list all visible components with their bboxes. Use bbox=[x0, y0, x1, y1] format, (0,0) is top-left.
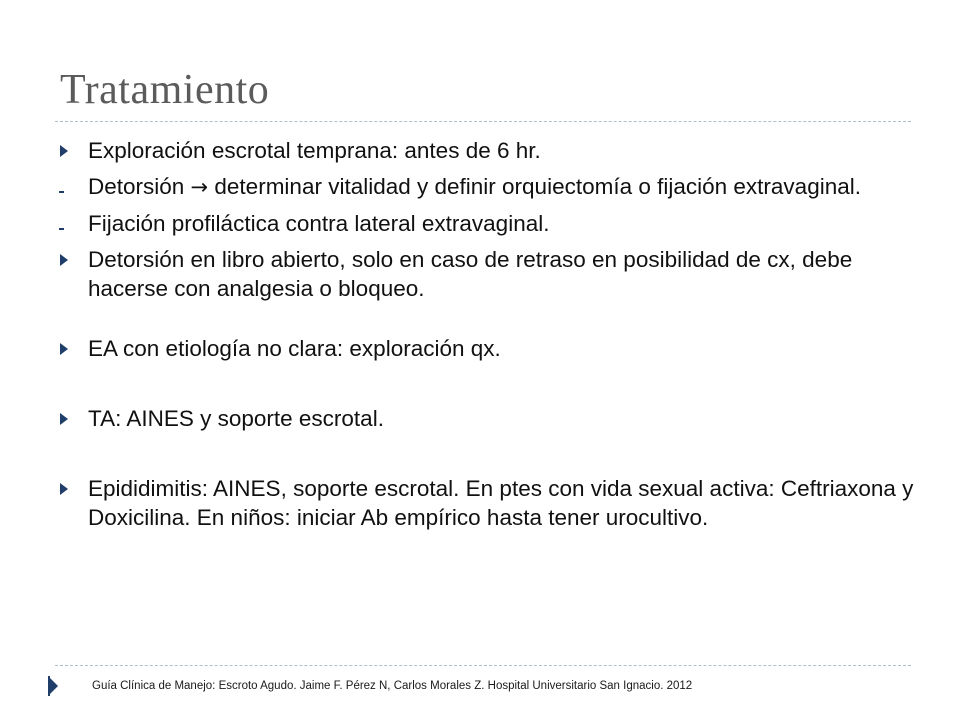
right-arrow-icon: → bbox=[190, 175, 209, 199]
bullet-text-7: Epididimitis: AINES, soporte escrotal. En ptes con vida sexual activa: Ceftriaxona y Doxicilina. En niños: iniciar Ab empírico hasta tener urocultivo. bbox=[88, 476, 914, 530]
bullet-item-2 bbox=[58, 172, 918, 202]
bullet-text-6: TA: AINES y soporte escrotal. bbox=[88, 406, 384, 431]
triangle-bullet-icon bbox=[58, 334, 78, 363]
bullet-item-6 bbox=[58, 404, 918, 433]
bullet-item-7 bbox=[58, 474, 918, 532]
title-divider bbox=[55, 121, 911, 122]
footer-play-icon bbox=[48, 676, 58, 696]
bullet-item-5 bbox=[58, 334, 918, 363]
bullet-item-4 bbox=[58, 245, 918, 303]
bullet-text-4: Detorsión en libro abierto, solo en caso de retraso en posibilidad de cx, debe hacerse con analgesia o bloqueo. bbox=[88, 247, 853, 301]
bullet-item-3 bbox=[58, 209, 918, 238]
footer-citation: Guía Clínica de Manejo: Escroto Agudo. Jaime F. Pérez N, Carlos Morales Z. Hospital Universitario San Ignacio. 2012 bbox=[92, 680, 693, 692]
bullet-text-5: EA con etiología no clara: exploración qx. bbox=[88, 336, 501, 361]
bullet-item-1 bbox=[58, 136, 918, 165]
bullet-text-1: Exploración escrotal temprana: antes de 6 hr. bbox=[88, 138, 541, 163]
triangle-bullet-icon bbox=[58, 136, 78, 165]
bullet-text-2a: Detorsión bbox=[88, 174, 191, 199]
dash-bullet-icon bbox=[58, 209, 78, 238]
bullet-text-3: Fijación profiláctica contra lateral extravaginal. bbox=[88, 211, 550, 236]
bullet-list bbox=[58, 130, 918, 532]
triangle-bullet-icon bbox=[58, 474, 78, 503]
triangle-bullet-icon bbox=[58, 404, 78, 433]
dash-bullet-icon bbox=[58, 172, 78, 201]
slide-title: Tratamiento bbox=[60, 67, 270, 113]
bullet-text-2b: determinar vitalidad y definir orquiectomía o fijación extravaginal. bbox=[208, 174, 861, 199]
triangle-bullet-icon bbox=[58, 245, 78, 274]
footer-divider bbox=[55, 665, 911, 666]
